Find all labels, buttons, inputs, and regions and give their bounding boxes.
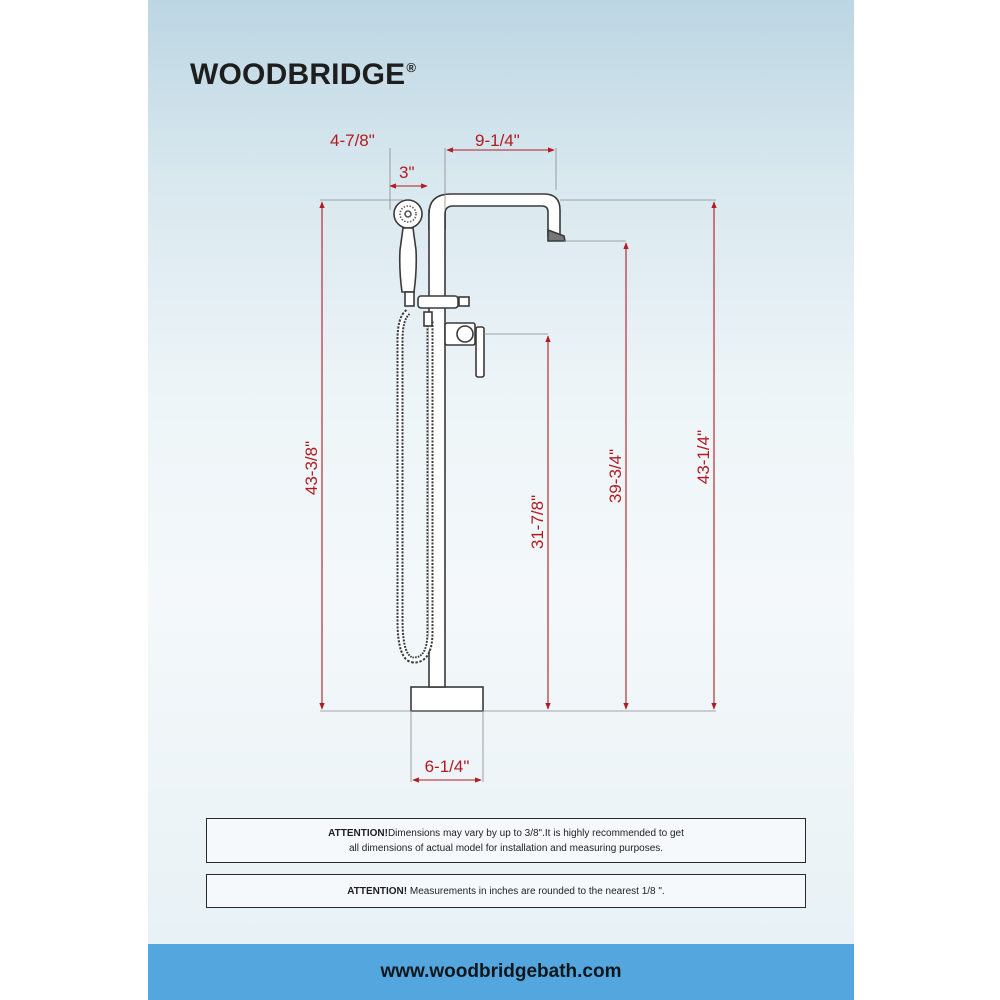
website-link[interactable]: www.woodbridgebath.com — [380, 961, 622, 982]
notice-text: Measurements in inches are rounded to the nearest 1/8 ". — [407, 886, 665, 897]
notice-text-line2: all dimensions of actual model for installation and measuring purposes. — [348, 843, 664, 854]
faucet-illustration — [394, 194, 565, 711]
diverter-block — [418, 296, 458, 308]
extension-lines — [320, 148, 716, 782]
brand-name: WOODBRIDGE — [190, 58, 406, 91]
spec-sheet — [148, 0, 854, 1000]
faucet-base — [411, 687, 483, 711]
handshower-holder — [405, 292, 414, 306]
dim-label-handshower-offset: 3" — [399, 163, 415, 182]
hose-connector — [424, 312, 432, 326]
dim-label-spout-center-offset: 4-7/8" — [330, 131, 375, 150]
footer-band — [148, 944, 854, 1000]
handshower-hose — [400, 312, 430, 660]
dim-label-handle-height: 31-7/8" — [528, 494, 547, 550]
handshower-handle — [400, 228, 417, 292]
dim-label-base-width: 6-1/4" — [424, 757, 470, 776]
attention-label: ATTENTION! — [328, 828, 388, 839]
dimension-lines — [322, 150, 714, 780]
attention-notice-rounding — [206, 874, 806, 908]
attention-label: ATTENTION! — [347, 886, 408, 897]
registered-mark: ® — [406, 60, 417, 75]
notice-text-line1: Dimensions may vary by up to 3/8".It is highly recommended to get — [387, 828, 684, 839]
dim-label-spout-outlet-height: 39-3/4" — [606, 448, 625, 504]
valve-cap — [457, 326, 473, 342]
faucet-dimension-drawing — [148, 0, 854, 800]
valve-lever — [476, 327, 484, 377]
faucet-spout — [429, 194, 560, 236]
dim-label-overall-handshower-height: 43-3/8" — [302, 440, 321, 496]
dim-label-overall-height: 43-1/4" — [694, 429, 713, 485]
handshower-head — [394, 200, 422, 228]
attention-notice-dimensions — [206, 818, 806, 863]
diverter-knob — [459, 297, 469, 306]
dim-label-spout-reach: 9-1/4" — [475, 131, 520, 150]
